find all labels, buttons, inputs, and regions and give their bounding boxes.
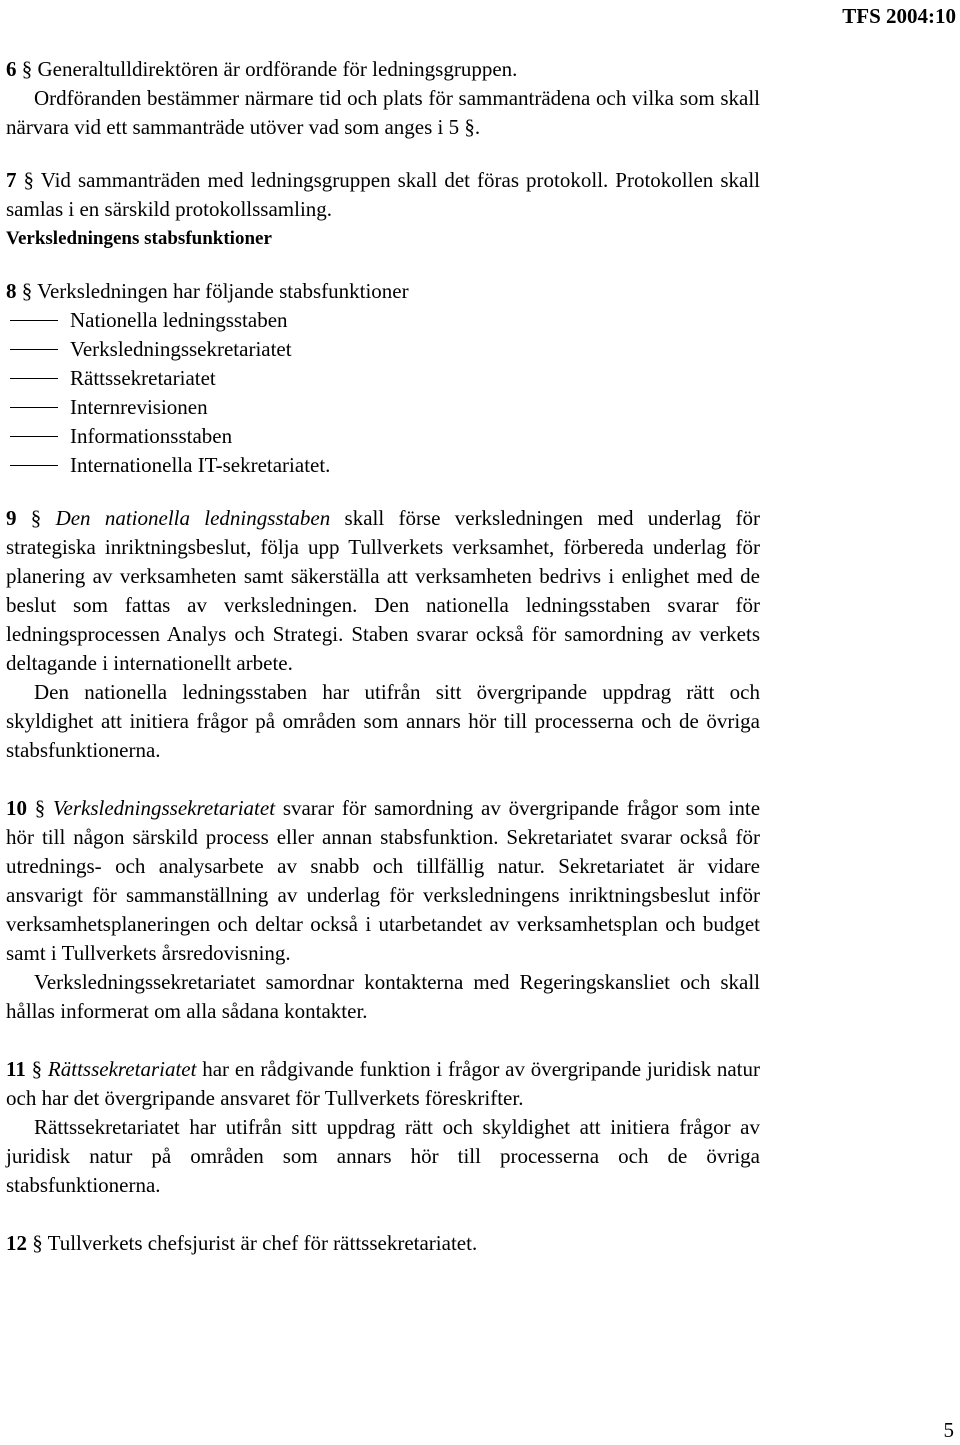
paragraph-sign-icon: § <box>30 506 42 530</box>
section-text: Verksledningen har följande stabsfunktioner <box>37 279 409 303</box>
document-id: TFS 2004:10 <box>842 4 956 28</box>
paragraph-sign-icon: § <box>32 1231 43 1255</box>
section-number: 6 <box>6 57 17 81</box>
section-number: 10 <box>6 796 27 820</box>
section-number: 11 <box>6 1057 26 1081</box>
section-text: Tullverkets chefsjurist är chef för rättssekretariatet. <box>47 1231 478 1255</box>
list-item: Informationsstaben <box>6 422 760 451</box>
section-6 <box>6 55 760 84</box>
section-12 <box>6 1229 760 1258</box>
section-subject: Den nationella ledningsstaben <box>55 506 331 530</box>
section-number: 12 <box>6 1231 27 1255</box>
dash-icon <box>10 378 58 379</box>
list-item: Rättssekretariatet <box>6 364 760 393</box>
paragraph-sign-icon: § <box>21 57 33 81</box>
list-item: Internrevisionen <box>6 393 760 422</box>
dash-icon <box>10 465 58 466</box>
list-item: Nationella ledningsstaben <box>6 306 760 335</box>
paragraph-sign-icon: § <box>23 168 35 192</box>
section-subject: Verksledningssekretariatet <box>53 796 276 820</box>
paragraph-sign-icon: § <box>34 796 46 820</box>
section-number: 9 <box>6 506 17 530</box>
section-number: 7 <box>6 168 17 192</box>
section-heading: Verksledningens stabsfunktioner <box>6 228 272 249</box>
dash-icon <box>10 349 58 350</box>
list-item: Internationella IT-sekretariatet. <box>6 451 760 480</box>
section-subject: Rättssekretariatet <box>47 1057 197 1081</box>
section-text: svarar för samordning av övergripande frågor som inte hör till någon särskild process eller annan stabsfunktion. Sekretariatet svarar också för utrednings- och analysarbete av snabb och tillfällig natur. Sekretariatet är vidare ansvarigt för sammanställning av underlag för verksledningens inriktningsbeslut inför verksamhetsplaneringen och deltar också i utarbetandet av verksamhetsplan och budget samt i Tullverkets årsredovisning. <box>6 796 761 965</box>
dash-icon <box>10 436 58 437</box>
section-11-paragraph-2: Rättssekretariatet har utifrån sitt uppdrag rätt och skyldighet att initiera frågor av juridisk natur på områden som annars hör till processerna och de övriga stabsfunktionerna. <box>6 1115 760 1197</box>
section-10 <box>6 794 760 968</box>
page-number: 5 <box>943 1418 954 1442</box>
dash-icon <box>10 407 58 408</box>
section-text: skall förse verksledningen med underlag för strategiska inriktningsbeslut, följa upp Tullverkets verksamhet, förbereda underlag för planering av verksamheten samt säkerställa att verksamheten bedrivs i enlighet med de beslut som fattas av verksledningen. Den nationella ledningsstaben svarar för ledningsprocessen Analys och Strategi. Staben svarar också för samordning av verkets deltagande i internationellt arbete. <box>6 506 760 675</box>
section-10-paragraph-2: Verksledningssekretariatet samordnar kontakterna med Regeringskansliet och skall hållas informerat om alla sådana kontakter. <box>6 970 760 1023</box>
section-number: 8 <box>6 279 17 303</box>
dash-icon <box>10 320 58 321</box>
section-text: har en rådgivande funktion i frågor av övergripande juridisk natur och har det övergripande ansvaret för Tullverkets föreskrifter. <box>6 1057 761 1110</box>
staff-functions-list <box>6 306 760 480</box>
paragraph-sign-icon: § <box>31 1057 43 1081</box>
section-text: Vid sammanträden med ledningsgruppen skall det föras protokoll. Protokollen skall samlas i en särskild protokollssamling. <box>6 168 760 221</box>
section-11 <box>6 1055 760 1113</box>
section-7 <box>6 166 760 224</box>
list-item: Verksledningssekretariatet <box>6 335 760 364</box>
section-text: Generaltulldirektören är ordförande för ledningsgruppen. <box>37 57 518 81</box>
section-6-paragraph-2: Ordföranden bestämmer närmare tid och plats för sammanträdena och vilka som skall närvara vid ett sammanträde utöver vad som anges i 5 §. <box>6 86 760 139</box>
document-body <box>6 55 760 1258</box>
section-9-paragraph-2: Den nationella ledningsstaben har utifrån sitt övergripande uppdrag rätt och skyldighet att initiera frågor på områden som annars hör till processerna och de övriga stabsfunktionerna. <box>6 680 760 762</box>
paragraph-sign-icon: § <box>21 279 33 303</box>
section-8 <box>6 277 760 306</box>
section-9 <box>6 504 760 678</box>
